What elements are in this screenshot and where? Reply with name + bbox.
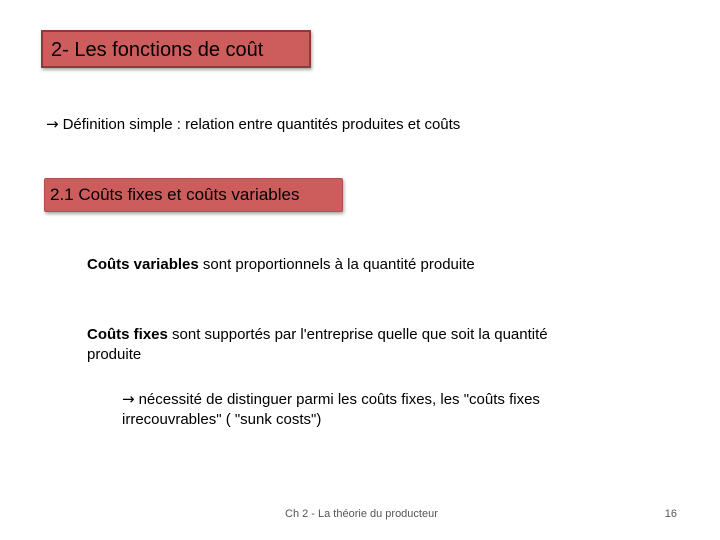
fixed-costs-paragraph [87, 325, 557, 365]
section-title-box [44, 178, 343, 212]
slide-title: 2- Les fonctions de coût [51, 39, 264, 61]
variable-costs-paragraph [87, 255, 475, 275]
fixed-costs-term: Coûts fixes [87, 326, 168, 343]
definition-line [46, 115, 460, 134]
variable-costs-text: sont proportionnels à la quantité produite [198, 256, 475, 273]
right-arrow-icon: → [46, 115, 59, 133]
page-number: 16 [664, 508, 677, 520]
footer-caption: Ch 2 - La théorie du producteur [285, 508, 438, 520]
sunk-costs-text: nécessité de distinguer parmi les coûts fixes, les "coûts fixes irrecouvrables" ( "sunk costs") [122, 391, 540, 428]
variable-costs-term: Coûts variables [87, 256, 199, 273]
right-arrow-icon: → [122, 390, 135, 408]
sunk-costs-paragraph [122, 389, 572, 430]
fixed-costs-text: sont supportés par l'entreprise quelle que soit la quantité produite [87, 326, 548, 363]
slide-title-box [41, 30, 311, 68]
section-title: 2.1 Coûts fixes et coûts variables [50, 185, 300, 204]
definition-text: Définition simple : relation entre quantités produites et coûts [62, 116, 461, 133]
